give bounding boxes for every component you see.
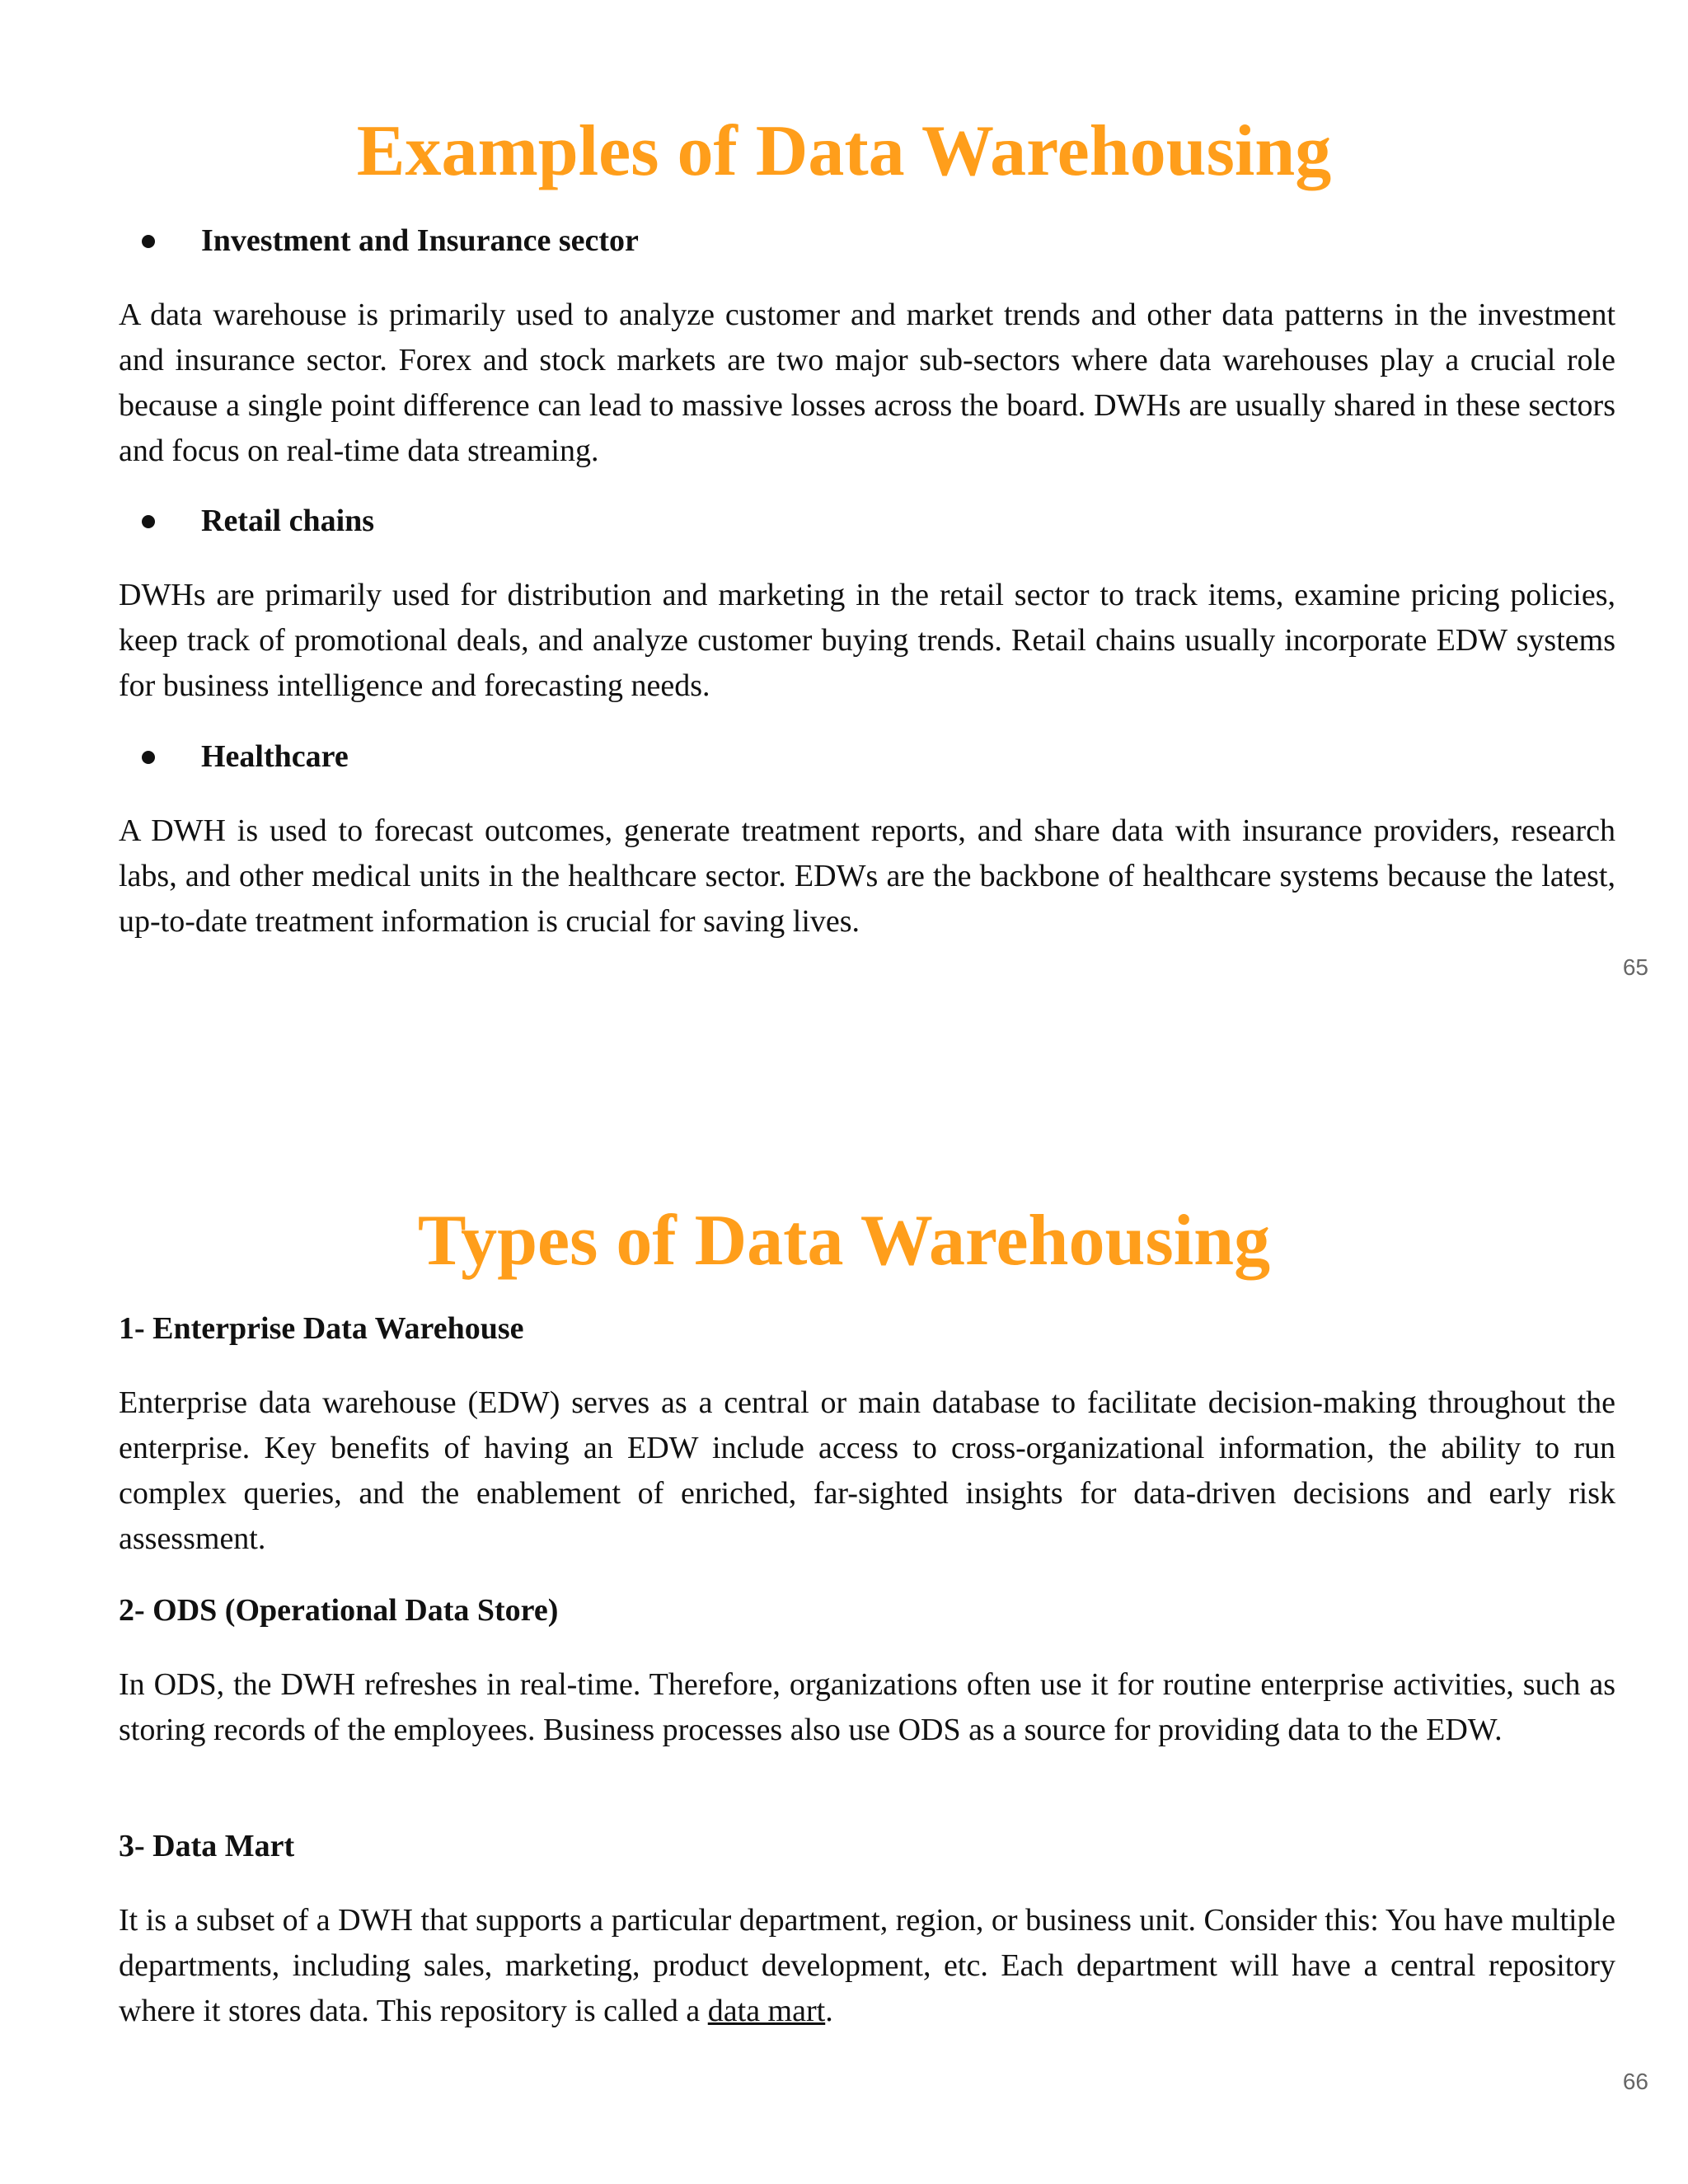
bullet-icon (142, 515, 155, 528)
page-title: Examples of Data Warehousing (356, 111, 1332, 191)
paragraph-healthcare: A DWH is used to forecast outcomes, generate treatment reports, and share data with insurance providers, research labs, and other medical units in the healthcare sector. EDWs are the backbone of healthcare systems because the latest, up-to-date treatment information is crucial for saving lives. (119, 813, 1615, 939)
paragraph-data-mart-suffix: . (825, 1994, 833, 2028)
paragraph-edw: Enterprise data warehouse (EDW) serves as a central or main database to facilitate decision-making throughout the enterprise. Key benefits of having an EDW include access to cross-organizational information, the ability to run complex queries, and the enablement of enriched, far-sighted insights for data-driven decisions and early risk assessment. (119, 1385, 1615, 1556)
section-heading-healthcare: Healthcare (201, 739, 349, 774)
section-heading-ods: 2- ODS (Operational Data Store) (119, 1593, 559, 1628)
paragraph-investment: A data warehouse is primarily used to analyze customer and market trends and other data patterns in the investment and insurance sector. Forex and stock markets are two major sub-sectors where data warehouses play a crucial role because a single point difference can lead to massive losses across the board. DWHs are usually shared in these sectors and focus on real-time data streaming. (119, 298, 1615, 468)
section-heading-data-mart: 3- Data Mart (119, 1829, 295, 1863)
paragraph-retail: DWHs are primarily used for distribution and marketing in the retail sector to track items, examine pricing policies, keep track of promotional deals, and analyze customer buying trends. Retail chains usually incorporate EDW systems for business intelligence and forecasting needs. (119, 578, 1615, 703)
page-number: 65 (1622, 954, 1648, 980)
bullet-icon (142, 751, 155, 764)
section-heading-retail: Retail chains (201, 504, 375, 538)
bullet-icon (142, 235, 155, 248)
page-title: Types of Data Warehousing (417, 1201, 1271, 1281)
page-number: 66 (1622, 2069, 1648, 2094)
paragraph-data-mart (119, 1898, 1615, 2034)
section-heading-investment: Investment and Insurance sector (201, 223, 639, 258)
page-66 (0, 1071, 1688, 2184)
data-mart-link[interactable]: data mart (707, 1994, 826, 2028)
paragraph-ods: In ODS, the DWH refreshes in real-time. Therefore, organizations often use it for routine enterprise activities, such as storing records of the employees. Business processes also use ODS as a source for providing data to the EDW. (119, 1667, 1615, 1747)
paragraph-data-mart-text: It is a subset of a DWH that supports a particular department, region, or business unit. Consider this: You have multiple departments, including sales, marketing, product development, etc. Each department will have a central repository where it stores data. This repository is called a (119, 1903, 1615, 2028)
section-heading-edw: 1- Enterprise Data Warehouse (119, 1311, 524, 1346)
page-65 (0, 0, 1688, 997)
